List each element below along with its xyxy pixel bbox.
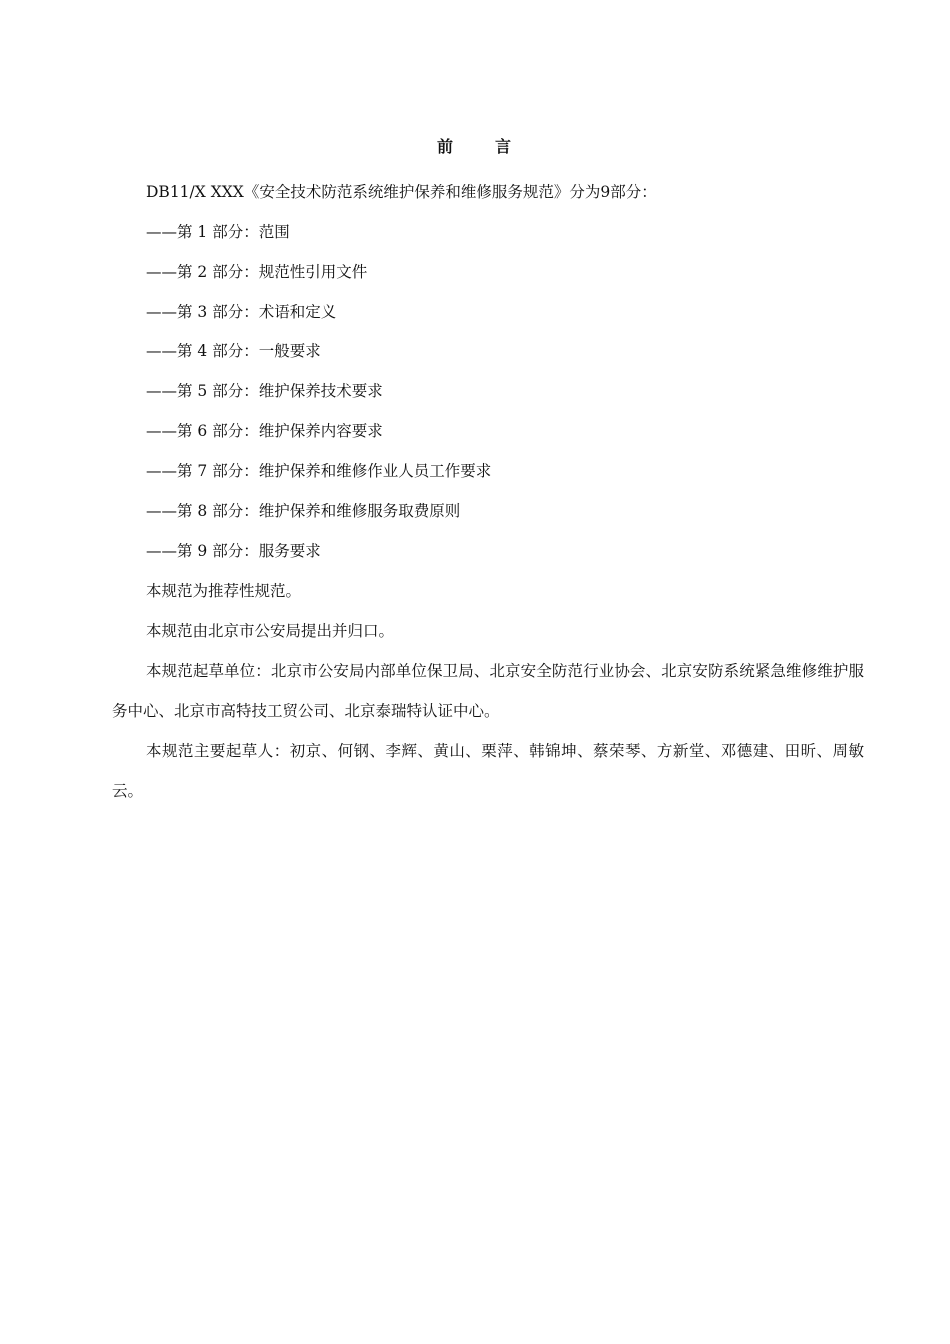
page-title <box>0 134 950 157</box>
part-item-5: ——第 5 部分：维护保养技术要求 <box>146 382 383 400</box>
part-item-9: ——第 9 部分：服务要求 <box>146 542 321 560</box>
part-item-8: ——第 8 部分：维护保养和维修服务取费原则 <box>146 502 461 520</box>
part-item-6: ——第 6 部分：维护保养内容要求 <box>146 422 383 440</box>
recommendation-line: 本规范为推荐性规范。 <box>146 582 302 600</box>
title-char-2: 言 <box>495 137 514 156</box>
drafters-paragraph: 本规范主要起草人：初京、何钢、李辉、黄山、栗萍、韩锦坤、蔡荣琴、方新堂、邓德建、田昕、周敏云。 <box>112 742 864 800</box>
title-char-1: 前 <box>436 137 455 156</box>
part-item-1: ——第 1 部分：范围 <box>146 223 290 241</box>
proposer-line: 本规范由北京市公安局提出并归口。 <box>146 622 395 640</box>
intro-line: DB11/X XXX《安全技术防范系统维护保养和维修服务规范》分为9部分： <box>146 183 657 201</box>
part-item-7: ——第 7 部分：维护保养和维修作业人员工作要求 <box>146 462 492 480</box>
drafting-units-paragraph: 本规范起草单位：北京市公安局内部单位保卫局、北京安全防范行业协会、北京安防系统紧急维修维护服务中心、北京市高特技工贸公司、北京泰瑞特认证中心。 <box>112 662 864 720</box>
part-item-4: ——第 4 部分：一般要求 <box>146 342 321 360</box>
part-item-2: ——第 2 部分：规范性引用文件 <box>146 263 368 281</box>
part-item-3: ——第 3 部分：术语和定义 <box>146 303 337 321</box>
